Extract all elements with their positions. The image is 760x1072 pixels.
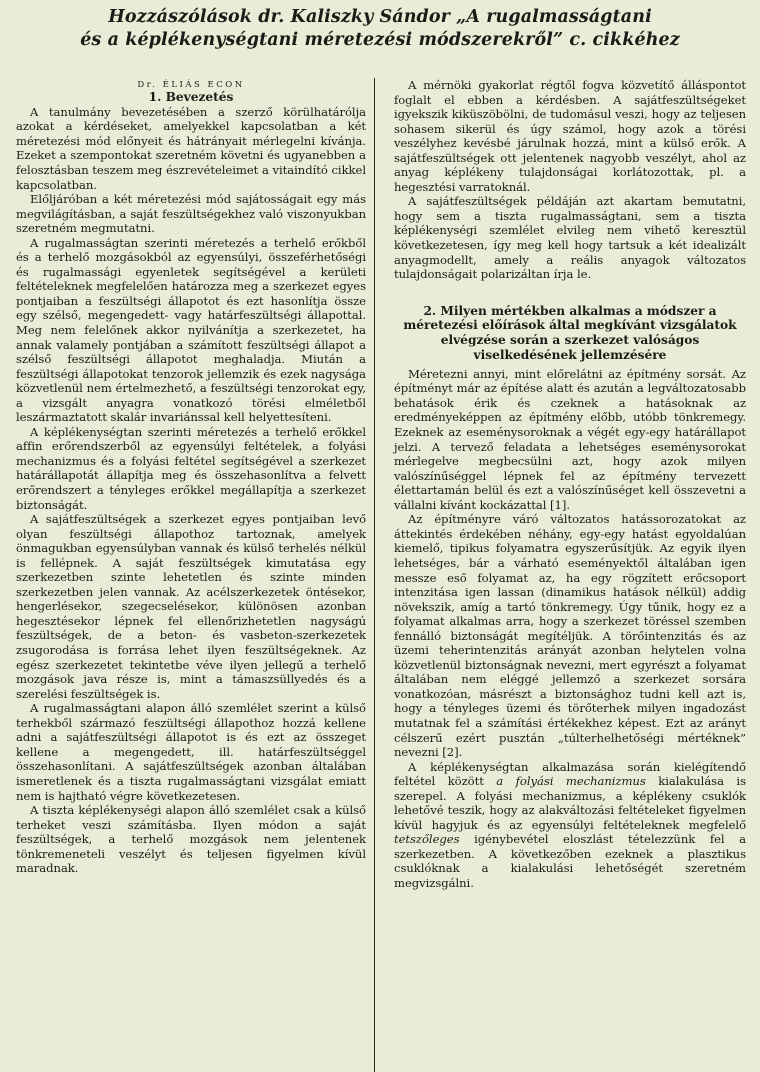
title-line-1: Hozzászólások dr. Kaliszky Sándor „A rugalmasságtani xyxy=(108,7,652,27)
title-line-2: és a képlékenységtani méretezési módszerekről” c. cikkéhez xyxy=(80,30,680,50)
author-name: Dr. ÉLIÁS ECON xyxy=(137,80,245,90)
paragraph: Méretezni annyi, mint előrelátni az építmény sorsát. Az építményt már az építése alatt és azután a legváltozatosabb behatások érik és czeknek a hatásoknak az eredményeképpen az építmény előbb, utóbb tönkremegy. Ezeknek az eseménysoroknak a végét egy-egy határállapot jelzi. A tervező feladata a lehetséges eseménysorokat mérlegelve megbecsülni azt, hogy azok milyen valószínűséggel lépnek fel az építmény tervezett élettartamán belül és ezt a valószínűséget kell összevetni a vállalni kívánt kockázattal [1]. xyxy=(394,366,746,512)
columns xyxy=(16,78,746,891)
text-run: A képlékenységtan alkalmazása során kielégítendő feltétel között xyxy=(394,759,746,789)
paragraph: A rugalmasságtani alapon álló szemlélet szerint a külső terhekből származó feszültségi állapothoz hozzá kellene adni a sajátfeszültségi állapotot is és ezt az összeget kellene a megengedett, ill. határfeszültséggel összehasonlítani. A sajátfeszültségek azonban általában ismeretlenek és a tiszta rugalmasságtani vizsgálat emiatt nem is hajtható végre következetesen. xyxy=(16,701,366,803)
left-column xyxy=(16,78,366,891)
paragraph: A tanulmány bevezetésében a szerző körülhatárólja azokat a kérdéseket, amelyekkel kapcsolatban a két méretezési mód előnyeit és hátrányait mérlegelni kívánja. Ezeket a szempontokat szeretném követni és ugyanebben a felosztásban teszem meg észrevételeimet a vitaindító cikkel kapcsolatban. xyxy=(16,104,366,192)
section-heading-2: 2. Milyen mértékben alkalmas a módszer a méretezési előírások által megkívánt vizsgálatok elvégzése során a szerkezet valóságos viselkedésének jellemzésére xyxy=(403,303,737,363)
paragraph: A képlékenységtan szerinti méretezés a terhelő erőkkel affin erőrendszerből az egyensúlyi feltételek, a folyási mechanizmus és a folyási feltétel segítségével a szerkezet határállapotát állapítja meg és összehasonlítva a felvett erőrendszert a tényleges erőkkel megállapítja a szerkezet biztonságát. xyxy=(16,424,366,512)
paragraph: Előljáróban a két méretezési mód sajátosságait egy más megvilágításban, a saját feszültségekhez való viszonyukban szeretném megmutatni. xyxy=(16,192,366,236)
emphasis: tetszőleges xyxy=(394,832,460,847)
paragraph: A sajátfeszültségek példáján azt akartam bemutatni, hogy sem a tiszta rugalmasságtani, sem a tiszta képlékenységi szemlélet elvileg nem vihető keresztül következetesen, így meg kell hogy tartsuk a két idealizált anyagmodellt, amely a reális anyagok változatos tulajdonságait polarizáltan írja le. xyxy=(394,194,746,282)
text-run: igénybevétel eloszlást tételezzünk fel a szerkezetben. A következőben ezeknek a plasztikus csuklóknak a kialakulási lehetőségét szeretném megvizsgálni. xyxy=(394,832,746,890)
paragraph: Az építményre váró változatos hatássorozatokat az áttekintés érdekében néhány, egy-egy hatást egyoldalúan kiemelő, tipikus folyamatra egyszerűsítjük. Az egyik ilyen lehetséges, bár a várható eseményektől általában igen messze eső folyamat az, ha egy rögzített erőcsoport intenzitása igen lassan (dinamikus hatások nélkül) addig növekszik, amíg a tartó tönkremegy. Úgy tűnik, hogy ez a folyamat alkalmas arra, hogy a szerkezet töréssel szemben fennálló biztonságát megítéljük. A törőintenzitás és az üzemi teherintenzitás arányát azonban helytelen volna közvetlenül biztonságnak nevezni, mert egyrészt a folyamat általában nem eléggé jellemző a szerkezet sorsára vonatkozóan, másrészt a biztonsághoz tudni kell azt is, hogy a tényleges üzemi és törőterhek milyen ingadozást mutatnak fel a számítási értékekhez képest. Ezt az arányt célszerű ezért pusztán „túlterhelhetőségi mértéknek” nevezni [2]. xyxy=(394,512,746,760)
paragraph: A rugalmasságtan szerinti méretezés a terhelő erőkből és a terhelő mozgásokból az egyensúlyi, összeférhetőségi és rugalmassági egyenletek segítségével a kerületi feltételeknek megfelelően határozza meg a szerkezet egyes pontjaiban a feszültségi állapotot és ezt hasonlítja össze egy szélső, megengedett- vagy határfeszültségi állapottal. Meg nem felelőnek akkor nyilvánítja a szerkezetet, ha annak valamely pontjában a számított feszültségi állapot a szélső feszültségi állapotot meghaladja. Miután a feszültségi állapotokat tenzorok jellemzik és ezek nagysága közvetlenül nem értelmezhető, a feszültségi tenzorokat egy, a vizsgált anyagra vonatkozó törési elméletből leszármaztatott skalár invariánssal kell helyettesíteni. xyxy=(16,235,366,425)
right-column xyxy=(394,78,746,891)
section-heading-1: 1. Bevezetés xyxy=(148,90,234,104)
paragraph: A sajátfeszültségek a szerkezet egyes pontjaiban levő olyan feszültségi állapothoz tartoznak, amelyek önmagukban egyensúlyban vannak és külső terhelés nélkül is fellépnek. A saját feszültségek kimutatása egy szerkezetben szinte lehetetlen és szinte minden szerkezetben jelen vannak. Az acélszerkezetek öntésekor, hengerlésekor, szegecselésekor, különösen azonban hegesztésekor lépnek fel ellenőrizhetetlen nagyságú feszültségek, de a beton- és vasbeton-szerkezetek zsugorodása is forrása lehet ilyen feszültségeknek. Az egész szerkezetet tekintetbe véve ilyen jellegű a terhelő mozgások java része is, mint a támaszsüllyedés és a szerelési feszültségek is. xyxy=(16,512,366,701)
article-title xyxy=(12,6,748,52)
text-run: kialakulása is szerepel. A folyási mechanizmus, a képlékeny csuklók lehetővé teszik, hogy az alakváltozási feltételeket figyelmen kívül hagyjuk és az egyensúlyi feltételeknek megfelelő xyxy=(394,774,746,832)
paragraph: A tiszta képlékenységi alapon álló szemlélet csak a külső terheket veszi számításba. Ilyen módon a saját feszültségek, a terhelő mozgások nem jelentenek tönkremeneteli veszélyt és teljesen figyelmen kívül maradnak. xyxy=(16,803,366,876)
paragraph xyxy=(394,760,746,891)
paragraph: A mérnöki gyakorlat régtől fogva közvetítő álláspontot foglalt el ebben a kérdésben. A sajátfeszültségeket igyekszik kiküszöbölni, de tudomásul veszi, hogy az teljesen sohasem sikerül és úgy számol, hogy azok a törési veszélyhez kevésbé járulnak hozzá, mint a külső erők. A sajátfeszültségek ott jelentenek nagyobb veszélyt, ahol az anyag képlékeny tulajdonságai korlátozottak, pl. a hegesztési varratoknál. xyxy=(394,78,746,194)
emphasis: a folyási mechanizmus xyxy=(496,774,646,789)
